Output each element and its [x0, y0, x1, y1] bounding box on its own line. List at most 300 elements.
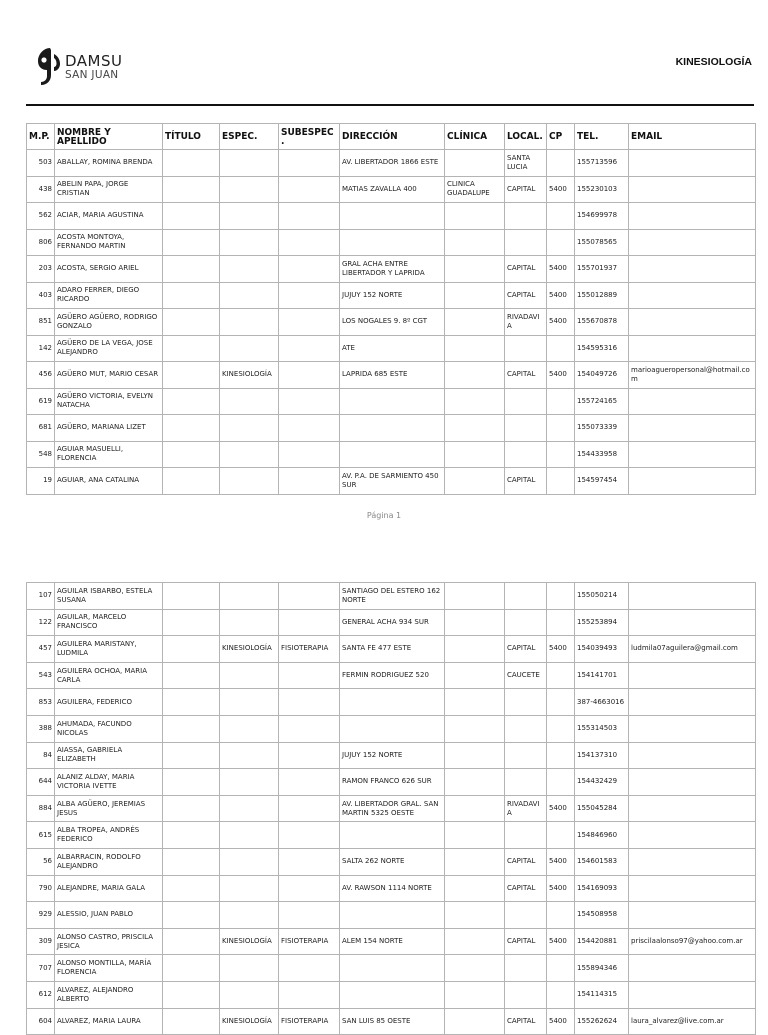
mp-cell: 853: [27, 689, 55, 716]
locality-cell: [505, 955, 547, 982]
subspecialty-cell: [279, 822, 340, 849]
locality-cell: RIVADAVIA: [505, 795, 547, 822]
name-cell: ALVAREZ, ALEJANDRO ALBERTO: [55, 981, 163, 1008]
address-cell: AV. RAWSON 1114 NORTE: [340, 875, 445, 902]
table-row: [27, 636, 756, 663]
email-cell: [629, 335, 756, 362]
name-cell: AGUILERA OCHOA, MARIA CARLA: [55, 662, 163, 689]
subspecialty-cell: [279, 742, 340, 769]
subspecialty-cell: [279, 715, 340, 742]
subspecialty-cell: [279, 150, 340, 177]
name-cell: AGÜERO AGÜERO, RODRIGO GONZALO: [55, 309, 163, 336]
mp-cell: 548: [27, 441, 55, 468]
title-cell: [163, 928, 220, 955]
name-cell: ALVAREZ, MARIA LAURA: [55, 1008, 163, 1035]
postal-code-cell: [547, 715, 575, 742]
address-cell: [340, 902, 445, 929]
column-header-tel: TEL.: [575, 124, 629, 150]
subspecialty-cell: [279, 388, 340, 415]
postal-code-cell: [547, 742, 575, 769]
mp-cell: 456: [27, 362, 55, 389]
header-divider: [26, 104, 754, 106]
mp-cell: 604: [27, 1008, 55, 1035]
column-header-local: LOCAL.: [505, 124, 547, 150]
mp-cell: 388: [27, 715, 55, 742]
clinic-cell: [445, 742, 505, 769]
column-header-titulo: TÍTULO: [163, 124, 220, 150]
page-number: Página 1: [366, 511, 402, 520]
column-header-clinica: CLÍNICA: [445, 124, 505, 150]
title-cell: [163, 636, 220, 663]
subspecialty-cell: [279, 662, 340, 689]
postal-code-cell: 5400: [547, 256, 575, 283]
name-cell: AGÜERO, MARIANA LIZET: [55, 415, 163, 442]
name-cell: ALANIZ ALDAY, MARIA VICTORIA IVETTE: [55, 769, 163, 796]
title-cell: [163, 583, 220, 610]
column-header-cp: CP: [547, 124, 575, 150]
locality-cell: [505, 689, 547, 716]
locality-cell: CAPITAL: [505, 468, 547, 495]
locality-cell: CAPITAL: [505, 1008, 547, 1035]
specialty-cell: [220, 256, 279, 283]
subspecialty-cell: [279, 415, 340, 442]
clinic-cell: [445, 282, 505, 309]
postal-code-cell: 5400: [547, 309, 575, 336]
mp-cell: 84: [27, 742, 55, 769]
specialty-cell: [220, 150, 279, 177]
clinic-cell: [445, 662, 505, 689]
mp-cell: 707: [27, 955, 55, 982]
clinic-cell: [445, 583, 505, 610]
postal-code-cell: 5400: [547, 362, 575, 389]
clinic-cell: [445, 256, 505, 283]
table-row: [27, 822, 756, 849]
phone-cell: 154508958: [575, 902, 629, 929]
postal-code-cell: [547, 981, 575, 1008]
address-cell: AV. LIBERTADOR 1866 ESTE: [340, 150, 445, 177]
table-row: [27, 362, 756, 389]
damsu-logo-icon: [36, 46, 62, 86]
postal-code-cell: 5400: [547, 875, 575, 902]
clinic-cell: [445, 928, 505, 955]
table-row: [27, 229, 756, 256]
name-cell: AHUMADA, FACUNDO NICOLAS: [55, 715, 163, 742]
postal-code-cell: 5400: [547, 176, 575, 203]
phone-cell: 155724165: [575, 388, 629, 415]
address-cell: AV. LIBERTADOR GRAL. SAN MARTIN 5325 OESTE: [340, 795, 445, 822]
table-row: [27, 902, 756, 929]
mp-cell: 203: [27, 256, 55, 283]
title-cell: [163, 981, 220, 1008]
address-cell: [340, 203, 445, 230]
specialty-cell: [220, 229, 279, 256]
clinic-cell: [445, 822, 505, 849]
address-cell: JUJUY 152 NORTE: [340, 742, 445, 769]
email-cell: [629, 609, 756, 636]
title-cell: [163, 256, 220, 283]
locality-cell: [505, 415, 547, 442]
table-row: [27, 468, 756, 495]
name-cell: ALBARRACIN, RODOLFO ALEJANDRO: [55, 848, 163, 875]
subspecialty-cell: [279, 795, 340, 822]
mp-cell: 615: [27, 822, 55, 849]
mp-cell: 107: [27, 583, 55, 610]
name-cell: ALBA TROPEA, ANDRÉS FEDERICO: [55, 822, 163, 849]
clinic-cell: [445, 150, 505, 177]
subspecialty-cell: [279, 256, 340, 283]
clinic-cell: [445, 848, 505, 875]
specialty-cell: [220, 955, 279, 982]
title-cell: [163, 609, 220, 636]
address-cell: [340, 955, 445, 982]
title-cell: [163, 229, 220, 256]
specialty-cell: [220, 415, 279, 442]
subspecialty-cell: [279, 176, 340, 203]
clinic-cell: [445, 875, 505, 902]
mp-cell: 644: [27, 769, 55, 796]
email-cell: [629, 150, 756, 177]
email-cell: [629, 769, 756, 796]
mp-cell: 122: [27, 609, 55, 636]
title-cell: [163, 150, 220, 177]
email-cell: ludmila07aguilera@gmail.com: [629, 636, 756, 663]
clinic-cell: [445, 335, 505, 362]
phone-cell: 155262624: [575, 1008, 629, 1035]
address-cell: ATE: [340, 335, 445, 362]
address-cell: MATIAS ZAVALLA 400: [340, 176, 445, 203]
email-cell: [629, 415, 756, 442]
specialty-cell: [220, 309, 279, 336]
clinic-cell: [445, 609, 505, 636]
table-row: [27, 715, 756, 742]
postal-code-cell: [547, 769, 575, 796]
postal-code-cell: [547, 203, 575, 230]
clinic-cell: [445, 309, 505, 336]
mp-cell: 806: [27, 229, 55, 256]
specialty-cell: [220, 609, 279, 636]
specialty-cell: [220, 583, 279, 610]
table-row: [27, 583, 756, 610]
title-cell: [163, 875, 220, 902]
address-cell: [340, 981, 445, 1008]
email-cell: [629, 176, 756, 203]
locality-cell: CAPITAL: [505, 875, 547, 902]
table-row: [27, 256, 756, 283]
phone-cell: 155078565: [575, 229, 629, 256]
name-cell: AGUILERA MARISTANY, LUDMILA: [55, 636, 163, 663]
specialty-cell: [220, 981, 279, 1008]
table-row: [27, 335, 756, 362]
email-cell: [629, 715, 756, 742]
locality-cell: CAUCETE: [505, 662, 547, 689]
table-row: [27, 309, 756, 336]
name-cell: AIASSA, GABRIELA ELIZABETH: [55, 742, 163, 769]
clinic-cell: [445, 902, 505, 929]
locality-cell: [505, 609, 547, 636]
title-cell: [163, 468, 220, 495]
postal-code-cell: [547, 441, 575, 468]
specialty-cell: [220, 769, 279, 796]
subspecialty-cell: [279, 981, 340, 1008]
title-cell: [163, 309, 220, 336]
subspecialty-cell: [279, 902, 340, 929]
title-cell: [163, 689, 220, 716]
locality-cell: [505, 335, 547, 362]
clinic-cell: [445, 203, 505, 230]
title-cell: [163, 848, 220, 875]
mp-cell: 612: [27, 981, 55, 1008]
address-cell: [340, 229, 445, 256]
specialty-cell: [220, 282, 279, 309]
title-cell: [163, 203, 220, 230]
postal-code-cell: [547, 583, 575, 610]
postal-code-cell: 5400: [547, 636, 575, 663]
address-cell: [340, 388, 445, 415]
name-cell: AGUILAR ISBARBO, ESTELA SUSANA: [55, 583, 163, 610]
locality-cell: [505, 902, 547, 929]
column-header-nombre: NOMBRE Y APELLIDO: [55, 124, 163, 150]
email-cell: priscilaalonso97@yahoo.com.ar: [629, 928, 756, 955]
phone-cell: 154595316: [575, 335, 629, 362]
title-cell: [163, 795, 220, 822]
postal-code-cell: [547, 150, 575, 177]
providers-table-page-1: [26, 123, 756, 495]
subspecialty-cell: [279, 468, 340, 495]
locality-cell: CAPITAL: [505, 362, 547, 389]
address-cell: SANTA FE 477 ESTE: [340, 636, 445, 663]
address-cell: GENERAL ACHA 934 SUR: [340, 609, 445, 636]
locality-cell: SANTA LUCIA: [505, 150, 547, 177]
phone-cell: 155050214: [575, 583, 629, 610]
mp-cell: 309: [27, 928, 55, 955]
damsu-logo: [36, 46, 126, 86]
postal-code-cell: 5400: [547, 795, 575, 822]
phone-cell: 154432429: [575, 769, 629, 796]
locality-cell: RIVADAVIA: [505, 309, 547, 336]
title-cell: [163, 662, 220, 689]
specialty-cell: [220, 875, 279, 902]
table-row: [27, 742, 756, 769]
clinic-cell: [445, 955, 505, 982]
specialty-cell: [220, 848, 279, 875]
locality-cell: CAPITAL: [505, 928, 547, 955]
locality-cell: CAPITAL: [505, 848, 547, 875]
specialty-cell: KINESIOLOGÍA: [220, 928, 279, 955]
brand-name: DAMSU: [65, 52, 123, 70]
locality-cell: [505, 229, 547, 256]
email-cell: marioagueropersonal@hotmail.com: [629, 362, 756, 389]
mp-cell: 681: [27, 415, 55, 442]
name-cell: ALONSO MONTILLA, MARÍA FLORENCIA: [55, 955, 163, 982]
email-cell: [629, 203, 756, 230]
phone-cell: 155314503: [575, 715, 629, 742]
subspecialty-cell: [279, 309, 340, 336]
name-cell: AGUILERA, FEDERICO: [55, 689, 163, 716]
locality-cell: CAPITAL: [505, 256, 547, 283]
specialty-cell: [220, 388, 279, 415]
name-cell: ACIAR, MARIA AGUSTINA: [55, 203, 163, 230]
title-cell: [163, 1008, 220, 1035]
table-row: [27, 928, 756, 955]
address-cell: AV. P.A. DE SARMIENTO 450 SUR: [340, 468, 445, 495]
locality-cell: [505, 441, 547, 468]
subspecialty-cell: [279, 689, 340, 716]
title-cell: [163, 902, 220, 929]
table-row: [27, 415, 756, 442]
postal-code-cell: 5400: [547, 1008, 575, 1035]
subspecialty-cell: [279, 335, 340, 362]
phone-cell: 155670878: [575, 309, 629, 336]
postal-code-cell: 5400: [547, 848, 575, 875]
title-cell: [163, 822, 220, 849]
locality-cell: [505, 769, 547, 796]
table-row: [27, 388, 756, 415]
subspecialty-cell: [279, 955, 340, 982]
column-header-mp: M.P.: [27, 124, 55, 150]
email-cell: [629, 468, 756, 495]
email-cell: [629, 955, 756, 982]
subspecialty-cell: [279, 441, 340, 468]
table-row: [27, 981, 756, 1008]
phone-cell: 154114315: [575, 981, 629, 1008]
mp-cell: 619: [27, 388, 55, 415]
email-cell: [629, 689, 756, 716]
mp-cell: 19: [27, 468, 55, 495]
address-cell: SALTA 262 NORTE: [340, 848, 445, 875]
table-row: [27, 176, 756, 203]
title-cell: [163, 176, 220, 203]
brand-location: SAN JUAN: [65, 69, 119, 81]
locality-cell: [505, 822, 547, 849]
postal-code-cell: [547, 415, 575, 442]
title-cell: [163, 742, 220, 769]
name-cell: ALEJANDRE, MARIA GALA: [55, 875, 163, 902]
name-cell: ALONSO CASTRO, PRISCILA JESICA: [55, 928, 163, 955]
locality-cell: [505, 203, 547, 230]
mp-cell: 543: [27, 662, 55, 689]
email-cell: laura_alvarez@live.com.ar: [629, 1008, 756, 1035]
locality-cell: [505, 742, 547, 769]
title-cell: [163, 335, 220, 362]
clinic-cell: [445, 388, 505, 415]
clinic-cell: [445, 769, 505, 796]
phone-cell: 155073339: [575, 415, 629, 442]
locality-cell: CAPITAL: [505, 636, 547, 663]
table-row: [27, 1008, 756, 1035]
phone-cell: 154433958: [575, 441, 629, 468]
subspecialty-cell: [279, 362, 340, 389]
clinic-cell: [445, 689, 505, 716]
specialty-cell: [220, 662, 279, 689]
phone-cell: 154137310: [575, 742, 629, 769]
mp-cell: 503: [27, 150, 55, 177]
address-cell: SAN LUIS 85 OESTE: [340, 1008, 445, 1035]
title-cell: [163, 362, 220, 389]
title-cell: [163, 415, 220, 442]
phone-cell: 154420881: [575, 928, 629, 955]
section-title: KINESIOLOGÍA: [675, 56, 752, 68]
postal-code-cell: 5400: [547, 928, 575, 955]
specialty-cell: [220, 335, 279, 362]
email-cell: [629, 282, 756, 309]
specialty-cell: [220, 203, 279, 230]
email-cell: [629, 256, 756, 283]
address-cell: LAPRIDA 685 ESTE: [340, 362, 445, 389]
address-cell: GRAL ACHA ENTRE LIBERTADOR Y LAPRIDA: [340, 256, 445, 283]
postal-code-cell: 5400: [547, 282, 575, 309]
column-header-direccion: DIRECCIÓN: [340, 124, 445, 150]
title-cell: [163, 388, 220, 415]
address-cell: JUJUY 152 NORTE: [340, 282, 445, 309]
mp-cell: 403: [27, 282, 55, 309]
email-cell: [629, 309, 756, 336]
phone-cell: 387-4663016: [575, 689, 629, 716]
email-cell: [629, 441, 756, 468]
title-cell: [163, 441, 220, 468]
title-cell: [163, 955, 220, 982]
email-cell: [629, 388, 756, 415]
mp-cell: 142: [27, 335, 55, 362]
phone-cell: 155045284: [575, 795, 629, 822]
phone-cell: 154699978: [575, 203, 629, 230]
clinic-cell: [445, 636, 505, 663]
email-cell: [629, 662, 756, 689]
address-cell: [340, 441, 445, 468]
phone-cell: 155253894: [575, 609, 629, 636]
subspecialty-cell: [279, 203, 340, 230]
postal-code-cell: [547, 388, 575, 415]
postal-code-cell: [547, 902, 575, 929]
column-header-email: EMAIL: [629, 124, 756, 150]
subspecialty-cell: [279, 609, 340, 636]
name-cell: ACOSTA, SERGIO ARIEL: [55, 256, 163, 283]
clinic-cell: [445, 362, 505, 389]
name-cell: ABALLAY, ROMINA BRENDA: [55, 150, 163, 177]
address-cell: RAMON FRANCO 626 SUR: [340, 769, 445, 796]
specialty-cell: [220, 468, 279, 495]
clinic-cell: [445, 1008, 505, 1035]
phone-cell: 155894346: [575, 955, 629, 982]
name-cell: AGÜERO MUT, MARIO CESAR: [55, 362, 163, 389]
brand-text: [65, 54, 123, 81]
specialty-cell: [220, 795, 279, 822]
locality-cell: CAPITAL: [505, 282, 547, 309]
subspecialty-cell: FISIOTERAPIA: [279, 1008, 340, 1035]
email-cell: [629, 583, 756, 610]
specialty-cell: [220, 822, 279, 849]
subspecialty-cell: FISIOTERAPIA: [279, 636, 340, 663]
specialty-cell: KINESIOLOGÍA: [220, 636, 279, 663]
postal-code-cell: [547, 229, 575, 256]
phone-cell: 154049726: [575, 362, 629, 389]
mp-cell: 562: [27, 203, 55, 230]
name-cell: ADARO FERRER, DIEGO RICARDO: [55, 282, 163, 309]
phone-cell: 155701937: [575, 256, 629, 283]
mp-cell: 457: [27, 636, 55, 663]
email-cell: [629, 981, 756, 1008]
name-cell: ACOSTA MONTOYA, FERNANDO MARTIN: [55, 229, 163, 256]
mp-cell: 790: [27, 875, 55, 902]
specialty-cell: KINESIOLOGÍA: [220, 1008, 279, 1035]
title-cell: [163, 282, 220, 309]
email-cell: [629, 875, 756, 902]
email-cell: [629, 822, 756, 849]
column-header-espec: ESPEC.: [220, 124, 279, 150]
table-row: [27, 282, 756, 309]
phone-cell: 154039493: [575, 636, 629, 663]
name-cell: AGUIAR, ANA CATALINA: [55, 468, 163, 495]
email-cell: [629, 742, 756, 769]
